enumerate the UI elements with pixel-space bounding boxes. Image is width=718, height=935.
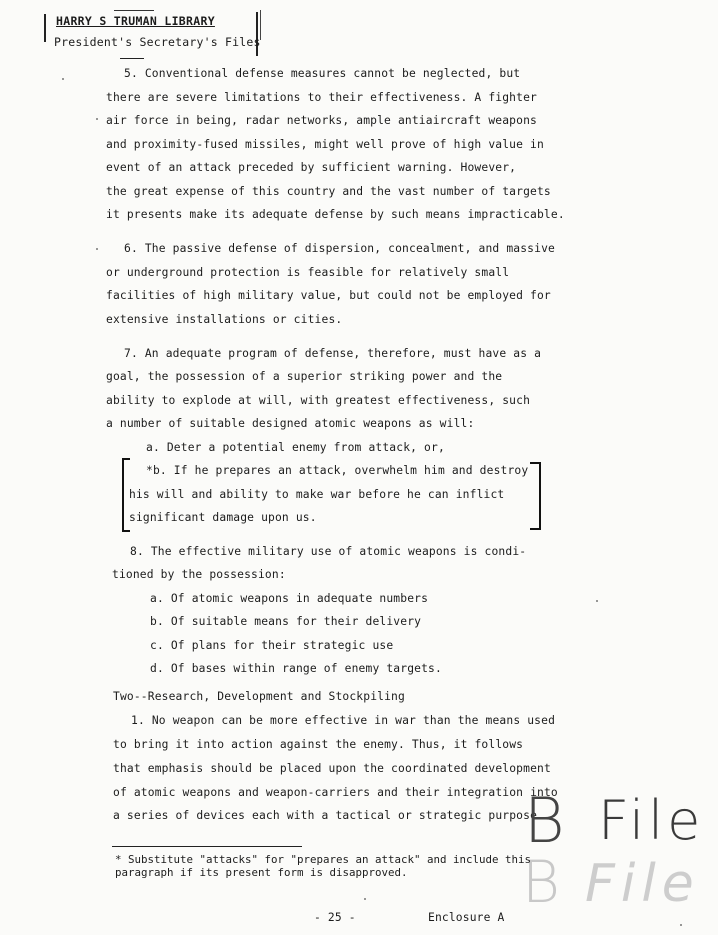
archive-stamp [44,10,266,58]
text-line: 1. No weapon can be more effective in war than the means used [131,714,556,727]
scan-speck [364,898,366,900]
text-line: *b. If he prepares an attack, overwhelm him and destroy [146,464,529,477]
text-line: his will and ability to make war before he can inflict [129,488,505,501]
scan-speck [596,600,598,602]
scan-speck [680,924,682,926]
section-heading: Two--Research, Development and Stockpiling [113,690,405,703]
stamp-right-bar [256,12,258,56]
footnote-line: * Substitute "attacks" for "prepares an attack" and include this [115,853,532,866]
text-line: of atomic weapons and weapon-carriers and their integration into [113,786,558,799]
stamp-top-rule [114,10,154,11]
text-line: to bring it into action against the enemy. Thus, it follows [113,738,524,751]
text-line: d. Of bases within range of enemy targets. [150,662,442,675]
text-line: c. Of plans for their strategic use [150,639,394,652]
text-line: 8. The effective military use of atomic weapons is condi- [130,545,527,558]
text-line: and proximity-fused missiles, might well prove of high value in [106,138,544,151]
text-line: it presents make its adequate defense by such means impracticable. [106,208,565,221]
text-line: event of an attack preceded by sufficient warning. However, [106,161,517,174]
scan-speck [96,118,98,120]
text-line: b. Of suitable means for their delivery [150,615,422,628]
stamp-library-name: HARRY S TRUMAN LIBRARY [56,14,215,28]
text-line: or underground protection is feasible for relatively small [106,266,510,279]
handwritten-letter-faded: B [522,848,560,916]
scan-speck [62,78,64,80]
text-line: tioned by the possession: [112,568,286,581]
text-line: facilities of high military value, but could not be employed for [106,289,551,302]
page-number: - 25 - [314,911,356,924]
footnote-line: paragraph if its present form is disapproved. [115,866,408,879]
text-line: 5. Conventional defense measures cannot be neglected, but [124,67,521,80]
text-line: extensive installations or cities. [106,313,343,326]
text-line: a series of devices each with a tactical or strategic purpose. [113,809,544,822]
text-line: 6. The passive defense of dispersion, concealment, and massive [124,242,555,255]
enclosure-label: Enclosure A [428,911,505,924]
stamp-collection-name: President's Secretary's Files [54,35,261,49]
text-line: goal, the possession of a superior striking power and the [106,370,503,383]
text-line: a. Of atomic weapons in adequate numbers [150,592,429,605]
text-line: ability to explode at will, with greatest effectiveness, such [106,394,531,407]
handwritten-word-faded: File [585,854,700,914]
handwritten-word: File [598,789,705,852]
text-line: that emphasis should be placed upon the coordinated development [113,762,551,775]
text-line: 7. An adequate program of defense, therefore, must have as a [124,347,542,360]
text-line: significant damage upon us. [129,511,317,524]
text-line: a number of suitable designed atomic weapons as will: [106,417,475,430]
text-line: there are severe limitations to their effectiveness. A fighter [106,91,537,104]
handwritten-letter: B [524,784,565,857]
stamp-left-bar [44,14,46,42]
insertion-bracket-left [122,458,130,532]
stamp-underline [120,58,144,59]
scan-speck [96,248,98,250]
insertion-bracket-right [530,462,541,530]
footnote-rule [112,846,302,847]
text-line: the great expense of this country and the vast number of targets [106,185,551,198]
text-line: air force in being, radar networks, ample antiaircraft weapons [106,114,537,127]
text-line: a. Deter a potential enemy from attack, or, [146,441,445,454]
